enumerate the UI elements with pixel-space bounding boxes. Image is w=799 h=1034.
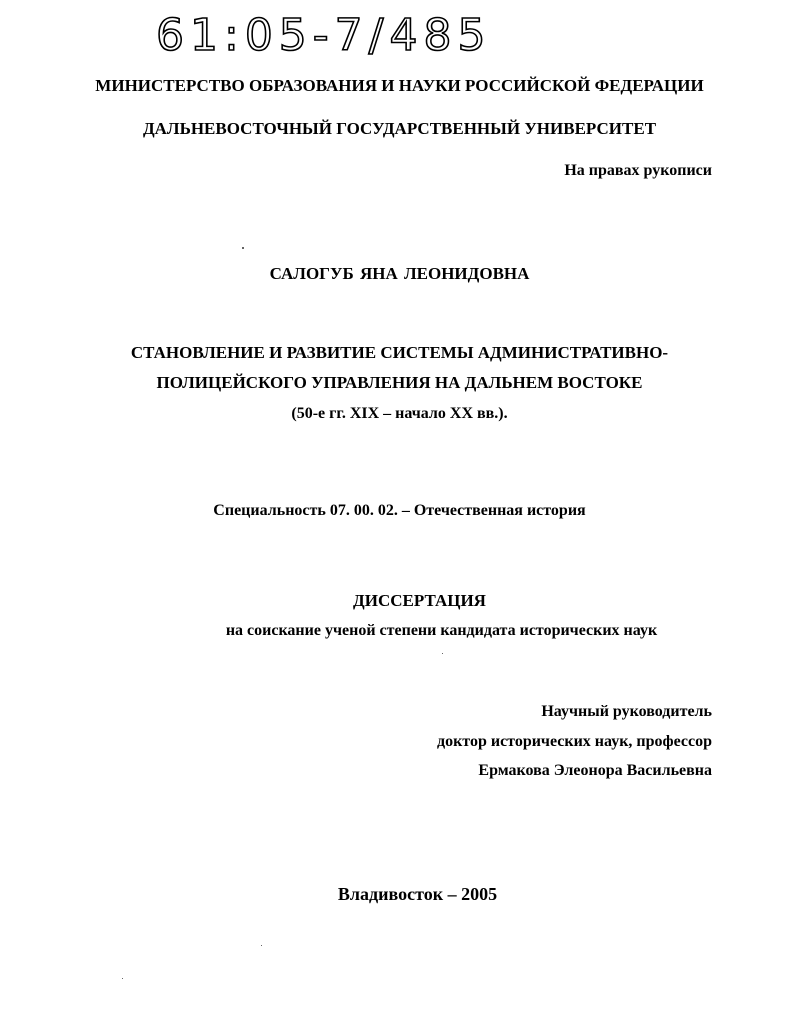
degree-statement: на соискание ученой степени кандидата исторических наук xyxy=(225,622,658,639)
title-line-2: ПОЛИЦЕЙСКОГО УПРАВЛЕНИЯ НА ДАЛЬНЕМ ВОСТОКЕ xyxy=(156,373,643,392)
title-line-1: СТАНОВЛЕНИЕ И РАЗВИТИЕ СИСТЕМЫ АДМИНИСТРАТИВНО- xyxy=(130,343,669,362)
scan-speck xyxy=(261,945,262,946)
supervisor-name: Ермакова Элеонора Васильевна xyxy=(478,762,712,779)
title-line-3: (50-е гг. XIX – начало XX вв.). xyxy=(291,405,508,422)
supervisor-label: Научный руководитель xyxy=(541,703,712,720)
supervisor-rank: доктор исторических наук, профессор xyxy=(436,733,712,750)
scan-speck xyxy=(442,653,443,654)
dissertation-heading: ДИССЕРТАЦИЯ xyxy=(353,591,486,610)
handwritten-number-text: 61:05-7/485 xyxy=(156,10,492,61)
university-heading: ДАЛЬНЕВОСТОЧНЫЙ ГОСУДАРСТВЕННЫЙ УНИВЕРСИТЕТ xyxy=(142,119,657,138)
scan-speck xyxy=(122,978,123,979)
ministry-heading: МИНИСТЕРСТВО ОБРАЗОВАНИЯ И НАУКИ РОССИЙСКОЙ ФЕДЕРАЦИИ xyxy=(95,76,704,95)
author-name: САЛОГУБ ЯНА ЛЕОНИДОВНА xyxy=(269,264,530,283)
scan-speck xyxy=(242,247,244,249)
specialty: Специальность 07. 00. 02. – Отечественная история xyxy=(213,502,586,519)
city-and-year: Владивосток – 2005 xyxy=(337,884,498,904)
manuscript-note: На правах рукописи xyxy=(564,162,712,179)
handwritten-catalogue-number xyxy=(152,0,552,62)
